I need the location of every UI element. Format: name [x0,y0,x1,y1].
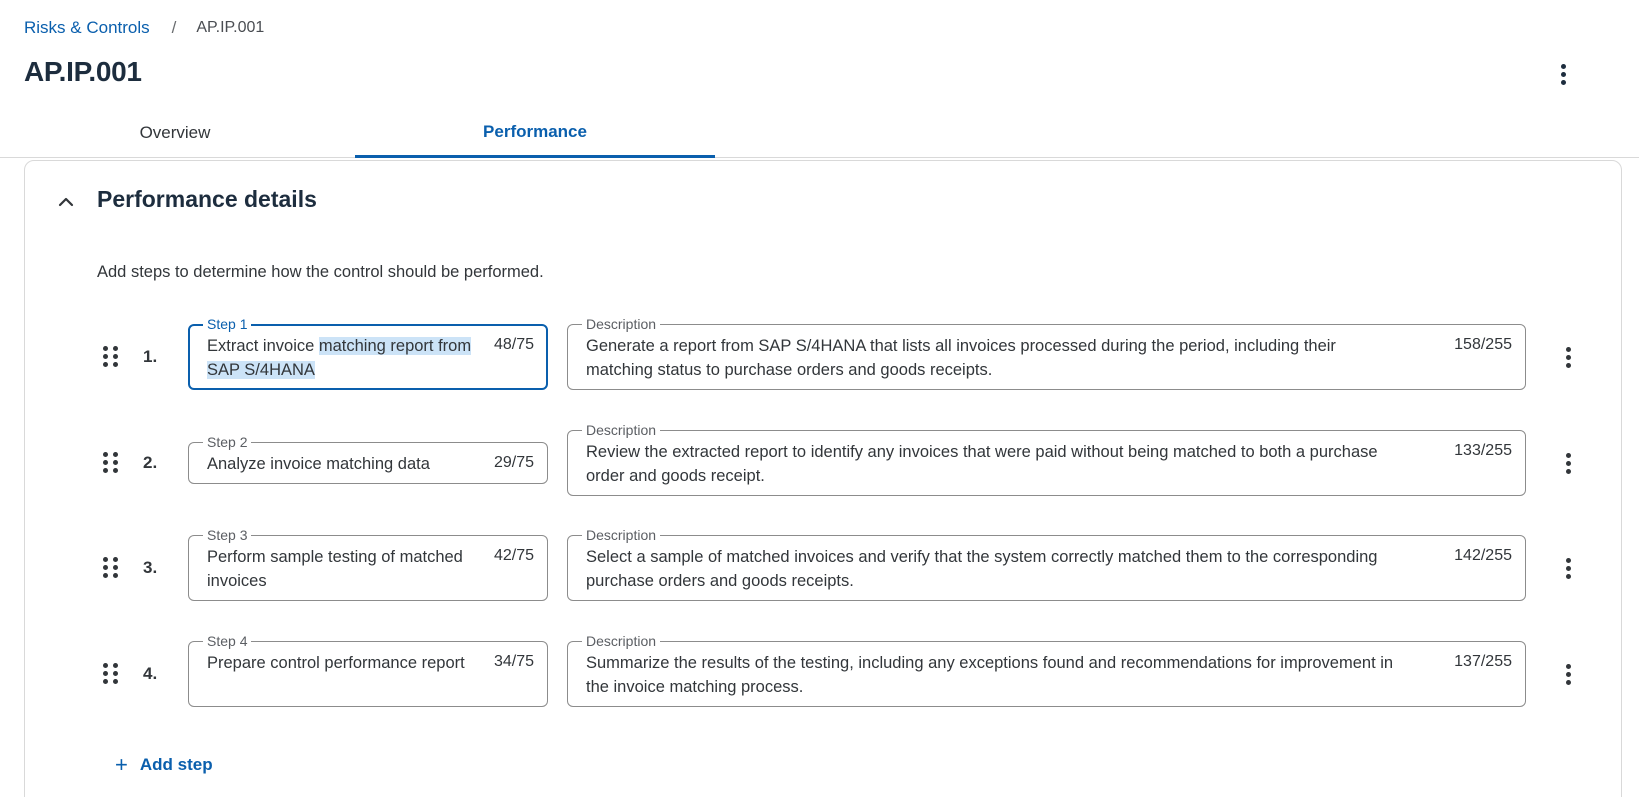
tab-bar [0,108,1639,158]
text-selection: matching report from SAP S/4HANA [207,337,472,379]
step-row [0,527,1639,603]
step-title-char-count: 29/75 [493,454,534,471]
step-description-char-count: 158/255 [1454,336,1512,353]
step-more-icon[interactable] [1556,342,1580,372]
chevron-up-icon[interactable] [54,190,78,214]
step-number: 4. [143,664,158,683]
step-more-icon[interactable] [1556,448,1580,478]
step-description-field[interactable] [567,316,1526,390]
step-row [0,633,1639,709]
step-number: 3. [143,558,158,577]
step-title-field[interactable] [188,527,548,601]
breadcrumb-current: AP.IP.001 [196,19,265,36]
section-title: Performance details [97,186,317,212]
drag-handle-icon[interactable] [103,557,119,579]
step-title-value: Analyze invoice matching data [207,455,430,473]
step-description-value: Review the extracted report to identify any invoices that were paid without being matched to both a purchase order and goods receipt. [586,443,1378,485]
step-description-field[interactable] [567,422,1526,496]
step-description-value: Summarize the results of the testing, including any exceptions found and recommendations for improvement in the invoice matching process. [586,654,1394,696]
step-row [0,422,1639,498]
step-title-value: Prepare control performance report [207,654,465,672]
step-more-icon[interactable] [1556,659,1580,689]
step-description-char-count: 133/255 [1454,442,1512,459]
step-title-label: Step 4 [203,633,251,649]
step-description-field[interactable] [567,633,1526,707]
add-step-button[interactable] [115,754,213,776]
breadcrumb [24,18,264,38]
step-description-field[interactable] [567,527,1526,601]
step-title-char-count: 42/75 [493,547,534,564]
tab-overview[interactable]: Overview [139,123,211,142]
plus-icon: + [115,752,128,777]
step-description-value: Select a sample of matched invoices and verify that the system correctly matched them to the corresponding purchase orders and goods receipts. [586,548,1378,590]
breadcrumb-separator: / [171,18,177,37]
section-hint: Add steps to determine how the control should be performed. [97,263,544,281]
step-description-label: Description [582,316,660,332]
drag-handle-icon[interactable] [103,663,119,685]
step-row [0,316,1639,392]
step-description-char-count: 142/255 [1454,547,1512,564]
step-number: 2. [143,453,158,472]
step-title-field[interactable] [188,316,548,390]
step-title-label: Step 3 [203,527,251,543]
step-description-value: Generate a report from SAP S/4HANA that lists all invoices processed during the period, including their matching status to purchase orders and goods receipts. [586,337,1336,379]
step-title-label: Step 2 [203,434,251,450]
drag-handle-icon[interactable] [103,452,119,474]
add-step-label: Add step [139,755,213,774]
step-more-icon[interactable] [1556,553,1580,583]
tab-performance[interactable]: Performance [355,108,715,158]
page-more-icon[interactable] [1551,59,1575,89]
step-description-label: Description [582,527,660,543]
step-title-char-count: 48/75 [493,336,534,353]
step-description-char-count: 137/255 [1454,653,1512,670]
step-title-label: Step 1 [203,316,251,332]
breadcrumb-link-risks-controls[interactable]: Risks & Controls [24,18,150,37]
step-title-char-count: 34/75 [493,653,534,670]
step-title-field[interactable] [188,434,548,484]
page-title: AP.IP.001 [24,56,142,87]
step-title-value: Extract invoice matching report from SAP S/4HANA [207,337,472,379]
drag-handle-icon[interactable] [103,346,119,368]
step-description-label: Description [582,422,660,438]
step-title-field[interactable] [188,633,548,707]
step-description-label: Description [582,633,660,649]
step-number: 1. [143,347,158,366]
step-title-value: Perform sample testing of matched invoices [207,548,463,590]
